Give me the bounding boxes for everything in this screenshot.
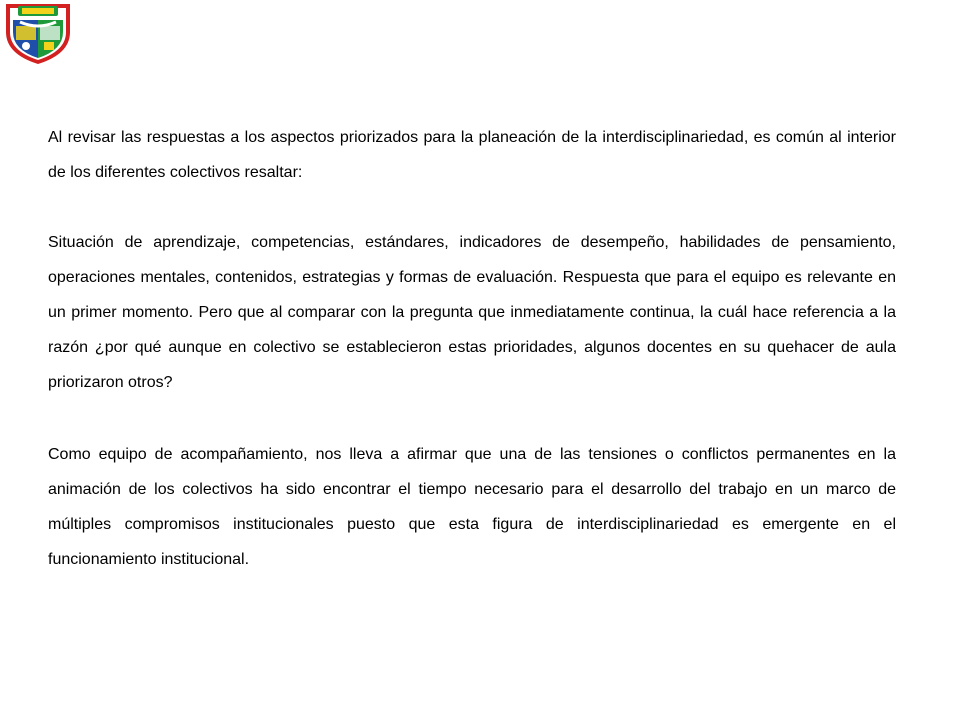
paragraph-intro: Al revisar las respuestas a los aspectos priorizados para la planeación de la interdisciplinariedad, es común al interior de los diferentes colectivos resaltar: [48, 129, 896, 181]
school-crest-logo [0, 0, 76, 66]
school-crest-icon [0, 0, 76, 66]
paragraph-priorities: Situación de aprendizaje, competencias, estándares, indicadores de desempeño, habilidades de pensamiento, operaciones mentales, contenidos, estrategias y formas de evaluación. Respuesta que para el equipo es relevante en un primer momento. Pero que al comparar con la pregunta que inmediatamente continua, la cuál hace referencia a la razón ¿por qué aunque en colectivo se establecieron estas prioridades, algunos docentes en su quehacer de aula priorizaron otros? [48, 234, 896, 391]
paragraph-accompaniment: Como equipo de acompañamiento, nos lleva a afirmar que una de las tensiones o conflictos permanentes en la animación de los colectivos ha sido encontrar el tiempo necesario para el desarrollo del trabajo en un marco de múltiples compromisos institucionales puesto que esta figura de interdisciplinariedad es emergente en el funcionamiento institucional. [48, 446, 896, 568]
